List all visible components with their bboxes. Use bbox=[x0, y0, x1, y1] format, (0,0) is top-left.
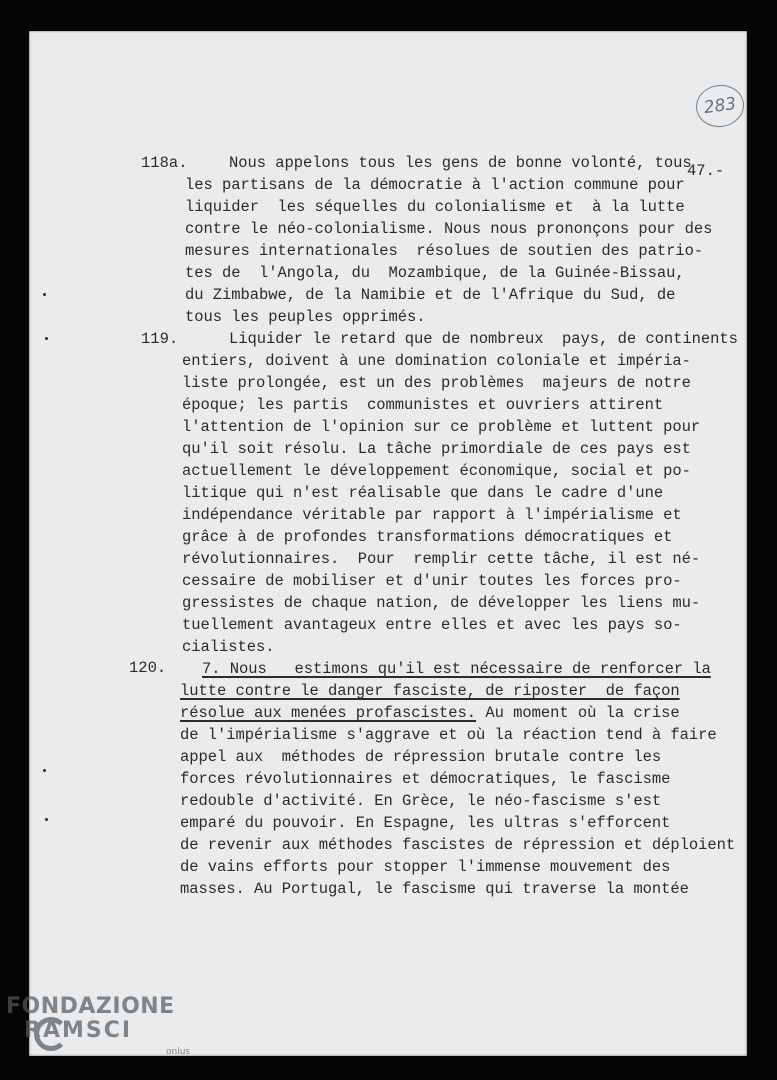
watermark-line-1: FONDAZIONE bbox=[6, 994, 175, 1019]
watermark-suffix: onlus bbox=[166, 1047, 191, 1057]
fondazione-gramsci-watermark bbox=[6, 994, 191, 1057]
text-line: cessaire de mobiliser et d'unir toutes les forces pro- bbox=[182, 572, 682, 590]
paragraph-number: 118a. bbox=[141, 154, 188, 172]
text-line: contre le néo-colonialisme. Nous nous prononçons pour des bbox=[185, 220, 713, 238]
text-line: de l'impérialisme s'aggrave et où la réaction tend à faire bbox=[180, 726, 717, 744]
paragraph-number: 119. bbox=[141, 330, 179, 348]
text-line: époque; les partis communistes et ouvriers attirent bbox=[182, 396, 664, 414]
page-number: 47.- bbox=[687, 162, 725, 180]
text-line: gressistes de chaque nation, de développer les liens mu- bbox=[182, 594, 701, 612]
watermark-g-logo-icon bbox=[34, 1017, 68, 1051]
text-line: litique qui n'est réalisable que dans le cadre d'une bbox=[182, 484, 664, 502]
underlined-text: résolue aux menées profascistes. bbox=[180, 704, 477, 722]
archive-number-stamp bbox=[693, 82, 746, 130]
margin-mark bbox=[43, 293, 46, 296]
text-line: appel aux méthodes de répression brutale contre les bbox=[180, 748, 662, 766]
text-line: entiers, doivent à une domination coloniale et impéria- bbox=[182, 352, 691, 370]
margin-mark bbox=[45, 818, 48, 821]
paragraph-number: 120. bbox=[129, 659, 167, 677]
text-line: mesures internationales résolues de soutien des patrio- bbox=[185, 242, 704, 260]
text-line bbox=[180, 702, 680, 724]
text-line: révolutionnaires. Pour remplir cette tâche, il est né- bbox=[182, 550, 701, 568]
text-line: masses. Au Portugal, le fascisme qui traverse la montée bbox=[180, 880, 689, 898]
text-line: actuellement le développement économique, social et po- bbox=[182, 462, 691, 480]
watermark-line-2: RAMSCI bbox=[24, 1018, 133, 1043]
text-line: liste prolongée, est un des problèmes majeurs de notre bbox=[182, 374, 691, 392]
text-line: emparé du pouvoir. En Espagne, les ultras s'efforcent bbox=[180, 814, 671, 832]
text-line: les partisans de la démocratie à l'action commune pour bbox=[185, 176, 685, 194]
underlined-text-line: 7. Nous estimons qu'il est nécessaire de renforcer la bbox=[202, 660, 711, 678]
text-line: grâce à de profondes transformations démocratiques et bbox=[182, 528, 673, 546]
text: Au moment où la crise bbox=[476, 704, 680, 722]
text-line: tuellement avantageux entre elles et avec les pays so- bbox=[182, 616, 682, 634]
text-line: de revenir aux méthodes fascistes de répression et déploient bbox=[180, 836, 736, 854]
margin-mark bbox=[43, 769, 46, 772]
text-line: indépendance véritable par rapport à l'impérialisme et bbox=[182, 506, 682, 524]
underlined-text-line: lutte contre le danger fasciste, de riposter de façon bbox=[180, 682, 680, 700]
document-page bbox=[29, 31, 747, 1056]
text-line: du Zimbabwe, de la Namibie et de l'Afrique du Sud, de bbox=[185, 286, 676, 304]
text-line: cialistes. bbox=[182, 638, 275, 656]
text-line: tous les peuples opprimés. bbox=[185, 308, 426, 326]
text-line: redouble d'activité. En Grèce, le néo-fascisme s'est bbox=[180, 792, 662, 810]
text-line: forces révolutionnaires et démocratiques, le fascisme bbox=[180, 770, 671, 788]
text-line: tes de l'Angola, du Mozambique, de la Guinée-Bissau, bbox=[185, 264, 685, 282]
text-line: de vains efforts pour stopper l'immense mouvement des bbox=[180, 858, 671, 876]
text-line: l'attention de l'opinion sur ce problème et luttent pour bbox=[182, 418, 701, 436]
text-line: Liquider le retard que de nombreux pays, de continents bbox=[229, 330, 738, 348]
archive-number: 283 bbox=[702, 93, 738, 119]
text-line: Nous appelons tous les gens de bonne volonté, tous bbox=[229, 154, 692, 172]
text-line: qu'il soit résolu. La tâche primordiale de ces pays est bbox=[182, 440, 691, 458]
margin-mark bbox=[45, 337, 48, 340]
text-line: liquider les séquelles du colonialisme et à la lutte bbox=[185, 198, 685, 216]
